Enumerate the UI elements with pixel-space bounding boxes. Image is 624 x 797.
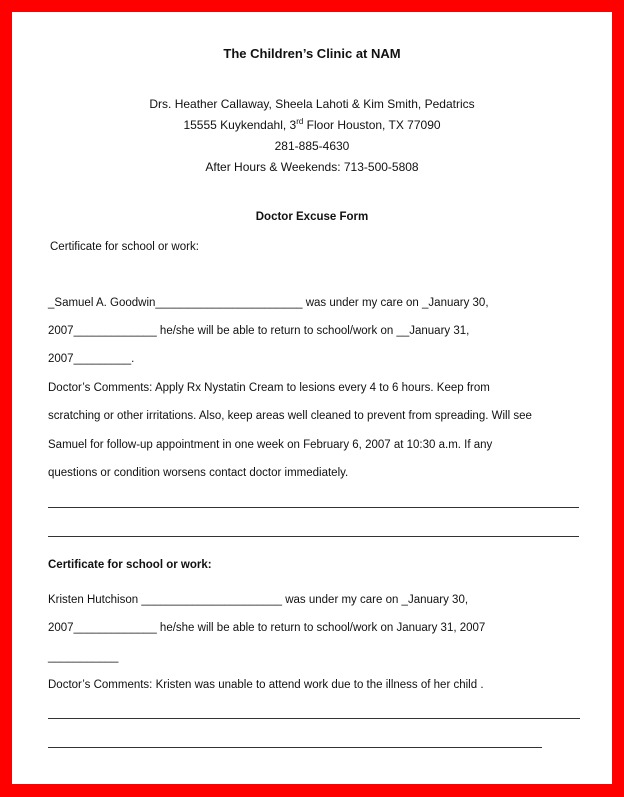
cert2-heading: Certificate for school or work:: [48, 559, 212, 571]
cert1-return-line: 2007_____________ he/she will be able to return to school/work on __January 31,: [48, 325, 470, 337]
clinic-name: The Children’s Clinic at NAM: [223, 46, 401, 61]
document-page: [12, 12, 612, 784]
cert1-comment-line: Samuel for follow-up appointment in one week on February 6, 2007 at 10:30 a.m. If any: [48, 439, 493, 451]
clinic-address: [12, 118, 612, 132]
cert1-patient-line: _Samuel A. Goodwin_______________________ was under my care on _January 30,: [48, 297, 489, 309]
cert2-year-line: ___________: [48, 651, 119, 663]
cert1-year-line: 2007_________.: [48, 353, 135, 365]
blank-rule: [48, 507, 579, 508]
address-city: Floor Houston, TX 77090: [303, 118, 441, 132]
cert2-patient-line: Kristen Hutchison ______________________ was under my care on _January 30,: [48, 594, 469, 606]
address-street: 15555 Kuykendahl, 3: [183, 118, 297, 132]
blank-rule: [48, 747, 542, 748]
cert1-comment-line: Doctor’s Comments: Apply Rx Nystatin Cream to lesions every 4 to 6 hours. Keep from: [48, 382, 490, 394]
form-title: Doctor Excuse Form: [255, 211, 369, 223]
clinic-phone: 281-885-4630: [274, 139, 350, 153]
cert2-comment-line: Doctor’s Comments: Kristen was unable to attend work due to the illness of her child .: [48, 679, 484, 691]
clinic-after-hours: After Hours & Weekends: 713-500-5808: [205, 160, 419, 174]
blank-rule: [48, 718, 580, 719]
blank-rule: [48, 536, 579, 537]
clinic-doctors: Drs. Heather Callaway, Sheela Lahoti & Kim Smith, Pedatrics: [149, 97, 475, 111]
cert1-heading: Certificate for school or work:: [50, 241, 199, 253]
address-floor-suffix: rd: [296, 117, 304, 126]
cert2-return-line: 2007_____________ he/she will be able to return to school/work on January 31, 2007: [48, 622, 486, 634]
cert1-comment-line: scratching or other irritations. Also, keep areas well cleaned to prevent from spreading. Will see: [48, 410, 532, 422]
cert1-comment-line: questions or condition worsens contact doctor immediately.: [48, 467, 349, 479]
